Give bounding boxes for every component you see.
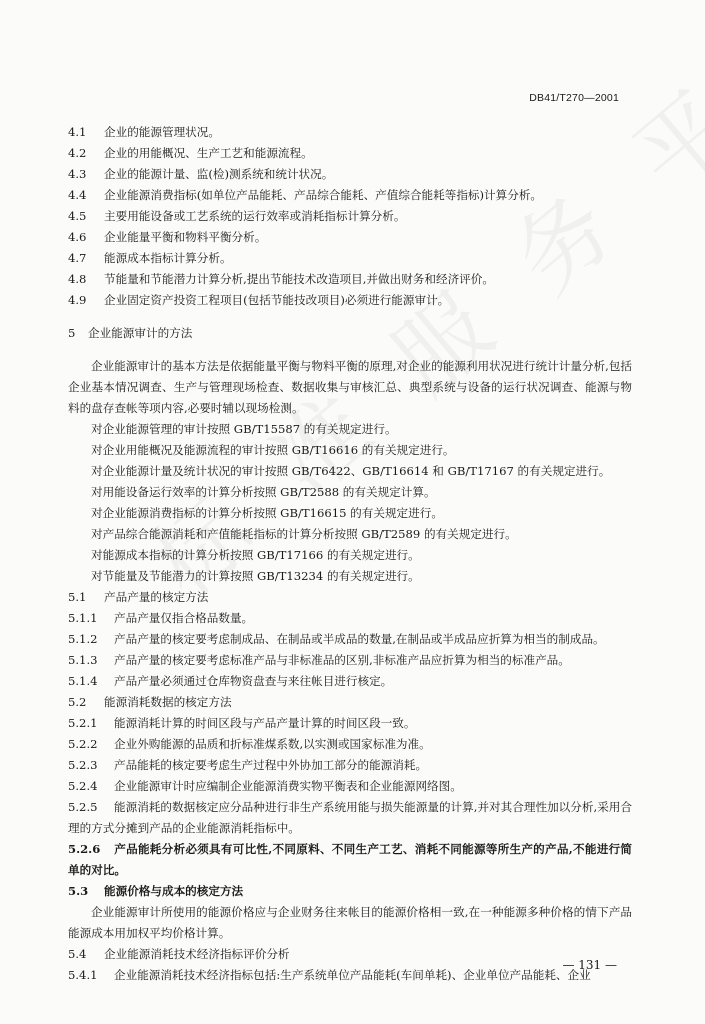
subsection-heading: 5.3 能源价格与成本的核定方法 <box>68 884 244 898</box>
list-item: 4.9 企业固定资产投资工程项目(包括节能技改项目)必须进行能源审计。 <box>68 293 450 307</box>
clause: 5.2.4 企业能源审计时应编制企业能源消费实物平衡表和企业能源网络图。 <box>68 779 462 793</box>
clause: 5.2.2 企业外购能源的品质和折标准煤系数,以实测或国家标准为准。 <box>68 737 431 751</box>
list-item: 4.1 企业的能源管理状况。 <box>68 125 220 139</box>
rule-line: 对能源成本指标的计算分析按照 GB/T17166 的有关规定进行。 <box>91 548 420 562</box>
section-heading: 5 企业能源审计的方法 <box>68 326 193 340</box>
subsection-heading: 5.1 产品产量的核定方法 <box>68 590 209 604</box>
list-item: 4.5 主要用能设备或工艺系统的运行效率或消耗指标计算分析。 <box>68 209 406 223</box>
list-item: 4.4 企业能源消费指标(如单位产品能耗、产品综合能耗、产值综合能耗等指标)计算分析。 <box>68 188 543 202</box>
clause: 5.1.2 产品产量的核定要考虑制成品、在制品或半成品的数量,在制品或半成品应折算为相当的制成品。 <box>68 632 605 646</box>
clause: 5.1.3 产品产量的核定要考虑标准产品与非标准品的区别,非标准产品应折算为相当的标准产品。 <box>68 653 570 667</box>
clause: 5.1.1 产品产量仅指合格品数量。 <box>68 611 254 625</box>
clause: 5.2.1 能源消耗计算的时间区段与产品产量计算的时间区段一致。 <box>68 716 416 730</box>
rule-line: 对企业用能概况及能源流程的审计按照 GB/T16616 的有关规定进行。 <box>91 443 455 457</box>
rule-line: 对企业能源管理的审计按照 GB/T15587 的有关规定进行。 <box>91 422 397 436</box>
clause: 5.1.4 产品产量必须通过仓库物资盘查与来往帐目进行核定。 <box>68 674 393 688</box>
subsection-heading: 5.4 企业能源消耗技术经济指标评价分析 <box>68 947 290 961</box>
rule-line: 对企业能源计量及统计状况的审计按照 GB/T6422、GB/T16614 和 GB/T17167 的有关规定进行。 <box>91 464 611 478</box>
list-item: 4.8 节能量和节能潜力计算分析,提出节能技术改造项目,并做出财务和经济评价。 <box>68 272 494 286</box>
rule-line: 对用能设备运行效率的计算分析按照 GB/T2588 的有关规定计算。 <box>91 485 436 499</box>
list-item: 4.6 企业能量平衡和物料平衡分析。 <box>68 230 267 244</box>
paragraph: 企业能源审计的基本方法是依据能量平衡与物料平衡的原理,对企业的能源利用状况进行统计计量分析,包括企业基本情况调查、生产与管理现场检查、数据收集与审核汇总、典型系统与设备的运行状况调查、能源与物料的盘存查帐等项内容,必要时辅以现场检测。 <box>68 359 632 415</box>
clause: 5.2.3 产品能耗的核定要考虑生产过程中外协加工部分的能源消耗。 <box>68 758 428 772</box>
paragraph: 企业能源审计所使用的能源价格应与企业财务往来帐目的能源价格相一致,在一种能源多种价格的情下产品能源成本用加权平均价格计算。 <box>68 905 632 940</box>
clause: 5.2.5 能源消耗的数据核定应分品种进行非生产系统用能与损失能源量的计算,并对其合理性加以分析,采用合理的方式分摊到产品的企业能源消耗指标中。 <box>68 800 632 835</box>
clause: 5.2.6 产品能耗分析必须具有可比性,不同原料、不同生产工艺、消耗不同能源等所生产的产品,不能进行简单的对比。 <box>68 842 632 877</box>
list-item: 4.7 能源成本指标计算分析。 <box>68 251 232 265</box>
rule-line: 对节能量及节能潜力的计算按照 GB/T13234 的有关规定进行。 <box>91 569 420 583</box>
subsection-heading: 5.2 能源消耗数据的核定方法 <box>68 695 232 709</box>
page-number: — 131 — <box>562 958 617 972</box>
standard-code: DB41/T270—2001 <box>529 92 619 104</box>
rule-line: 对企业能源消费指标的计算分析按照 GB/T16615 的有关规定进行。 <box>91 506 443 520</box>
document-body <box>68 122 632 986</box>
list-item: 4.3 企业的能源计量、监(检)测系统和统计状况。 <box>68 167 334 181</box>
clause: 5.4.1 企业能源消耗技术经济指标包括:生产系统单位产品能耗(车间单耗)、企业单位产品能耗、企业 <box>68 968 591 982</box>
list-item: 4.2 企业的用能概况、生产工艺和能源流程。 <box>68 146 313 160</box>
rule-line: 对产品综合能源消耗和产值能耗指标的计算分析按照 GB/T2589 的有关规定进行。 <box>91 527 517 541</box>
